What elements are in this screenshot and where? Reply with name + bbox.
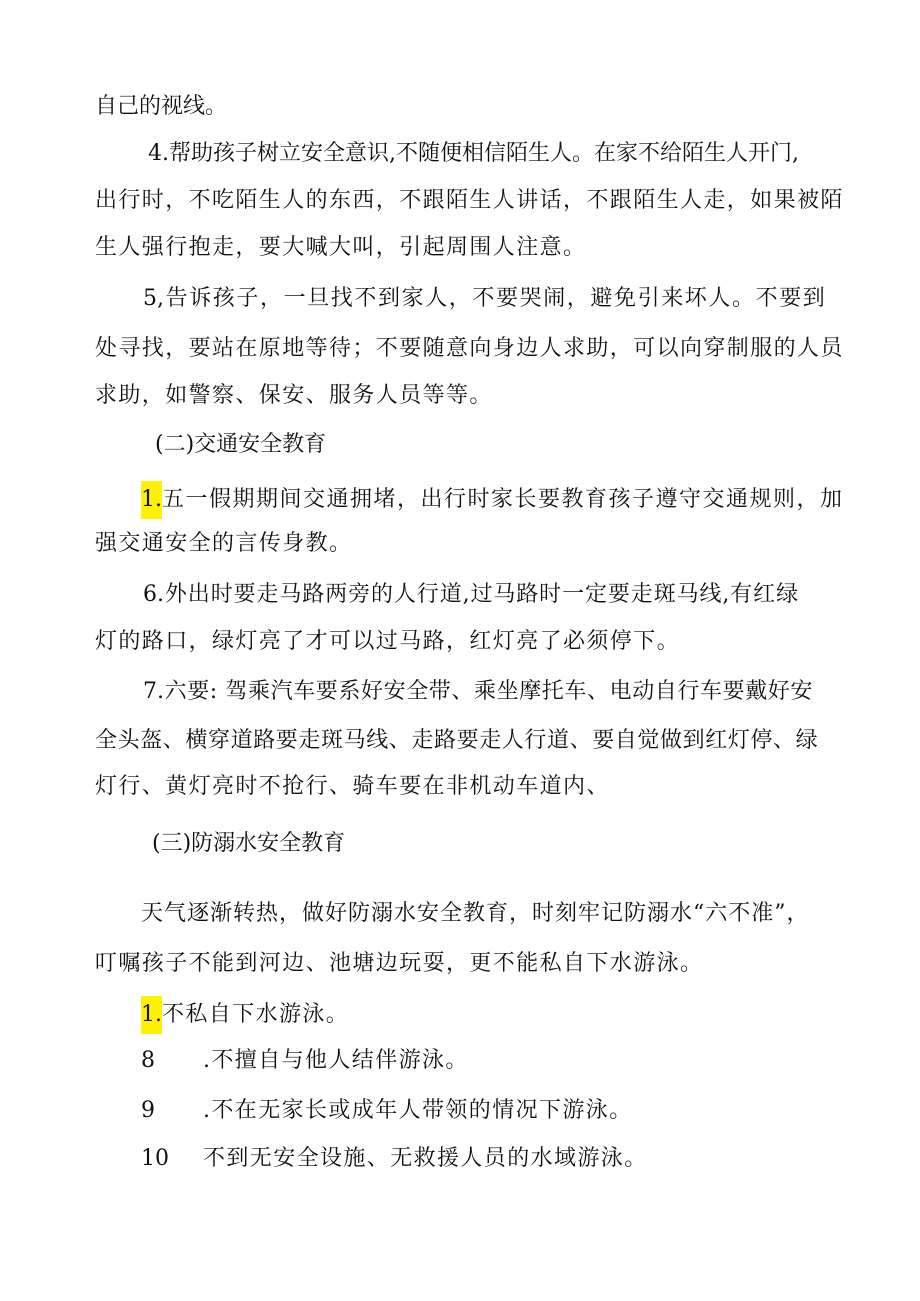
- section-heading-text: (三)防溺水安全教育: [152, 831, 346, 856]
- text-line: 强交通安全的言传身教。: [95, 531, 353, 556]
- item-text: .六要: 驾乘汽车要系好安全带、乘坐摩托车、电动自行车要戴好安: [157, 679, 814, 704]
- paragraph-line: [95, 726, 920, 756]
- item-text: .不在无家长或成年人带领的情况下游泳。: [203, 1098, 633, 1123]
- item-text: .外出时要走马路两旁的人行道,过马路时一定要走斑马线,有红绿: [157, 582, 799, 607]
- text-line: 处寻找，要站在原地等待；不要随意向身边人求助，可以向穿制服的人员: [95, 336, 844, 361]
- paragraph-line: [95, 334, 920, 364]
- list-item-4: [148, 139, 831, 169]
- item-number: 5: [143, 286, 157, 311]
- item-text: .不擅自与他人结伴游泳。: [203, 1048, 469, 1073]
- list-item-6: [143, 580, 920, 610]
- paragraph-line: [95, 772, 920, 802]
- list-item-7: [143, 677, 920, 707]
- list-item-5: [143, 284, 920, 314]
- section-heading: [152, 829, 920, 859]
- paragraph-line: [141, 899, 920, 929]
- item-text: 不到无安全设施、无救援人员的水域游泳。: [203, 1146, 648, 1171]
- list-item-swim-1: [141, 996, 920, 1034]
- item-number: 9: [141, 1098, 155, 1123]
- item-number: 4.帮助孩子树立安全意识,不随便相信陌生人。在家不给陌生人开门,: [148, 141, 799, 166]
- text-line: 自己的视线。: [95, 94, 228, 119]
- text-line: 叮嘱孩子不能到河边、池塘边玩耍，更不能私自下水游泳。: [95, 951, 704, 976]
- highlighted-number: 1.: [141, 996, 162, 1034]
- item-text: ,告诉孩子，一旦找不到家人，不要哭闹，避免引来坏人。不要到: [157, 286, 827, 311]
- item-text: 五一假期期间交通拥堵，出行时家长要教育孩子遵守交通规则，加: [162, 487, 844, 512]
- paragraph-line: [95, 233, 920, 263]
- paragraph-line: [95, 381, 920, 411]
- item-text: 不私自下水游泳。: [162, 1002, 350, 1027]
- text-line: 全头盔、横穿道路要走斑马线、走路要走人行道、要自觉做到红灯停、绿: [95, 728, 819, 753]
- item-text: .帮助孩子树立安全意识,不随便相信陌生人。在家不给陌生人开门,: [162, 141, 799, 166]
- paragraph-line: [95, 627, 920, 657]
- list-item-8: [141, 1046, 920, 1076]
- list-item-10: [141, 1144, 920, 1174]
- paragraph-line: [95, 949, 920, 979]
- section-heading: [155, 430, 920, 460]
- paragraph-line: [95, 529, 920, 559]
- text-line: 出行时，不吃陌生人的东西，不跟陌生人讲话，不跟陌生人走，如果被陌: [95, 188, 844, 213]
- text-line: 求助，如警察、保安、服务人员等等。: [95, 383, 493, 408]
- paragraph-line: [95, 186, 844, 216]
- text-line: 灯的路口，绿灯亮了才可以过马路，红灯亮了必须停下。: [95, 629, 681, 654]
- section-heading-text: (二)交通安全教育: [155, 432, 327, 457]
- item-number: 7: [143, 679, 157, 704]
- list-item-traffic-1: [141, 481, 920, 519]
- item-number: 10: [141, 1146, 169, 1171]
- list-item-9: [141, 1096, 920, 1126]
- item-number: 6: [143, 582, 157, 607]
- item-number: 8: [141, 1048, 155, 1073]
- text-line: 天气逐渐转热，做好防溺水安全教育，时刻牢记防溺水“六不准”，: [141, 901, 810, 926]
- text-line: 生人强行抱走，要大喊大叫，引起周围人注意。: [95, 235, 587, 260]
- highlighted-number: 1.: [141, 481, 162, 519]
- text-line: 灯行、黄灯亮时不抢行、骑车要在非机动车道内、: [95, 774, 610, 799]
